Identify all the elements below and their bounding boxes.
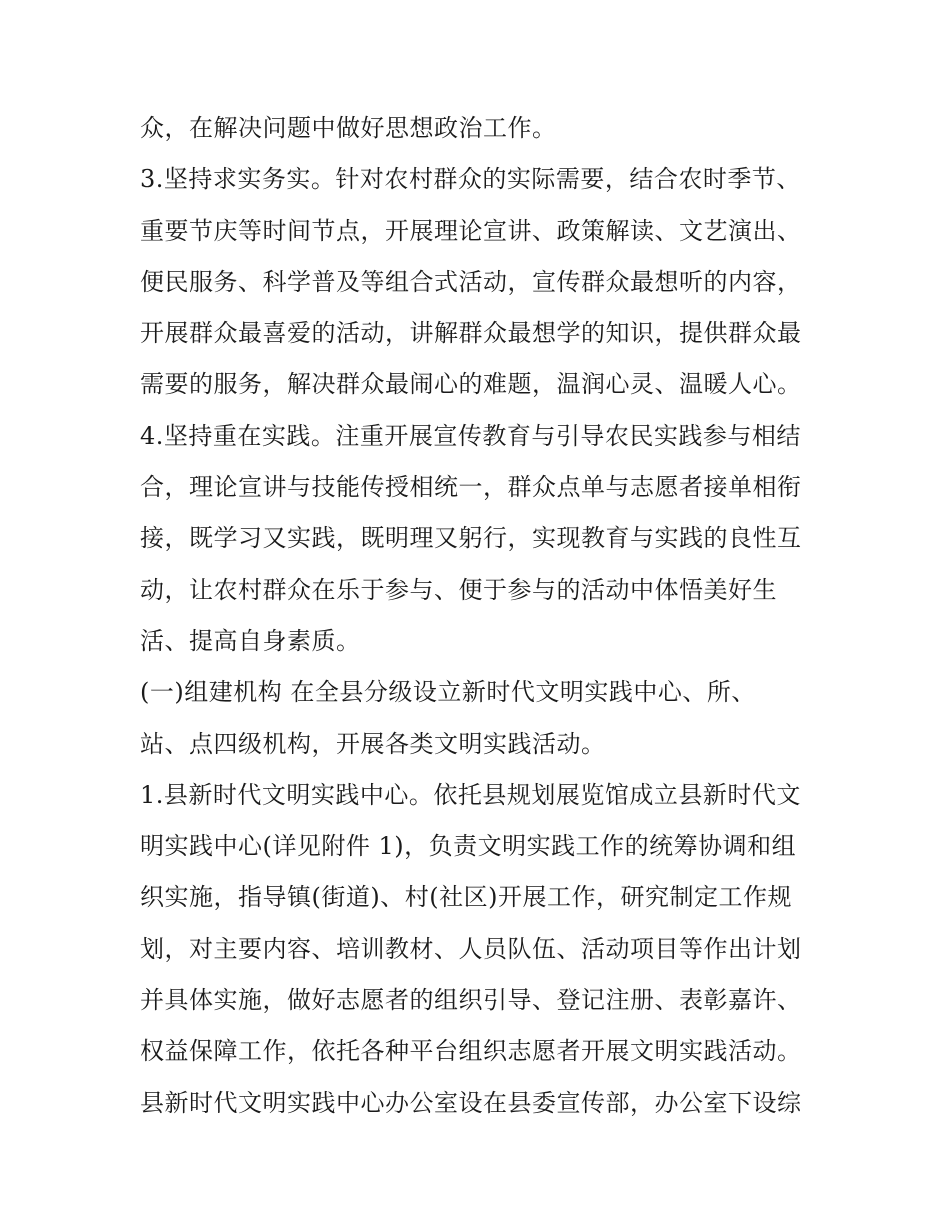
text-line: 开展群众最喜爱的活动，讲解群众最想学的知识，提供群众最 (140, 319, 802, 348)
document-body (140, 103, 840, 1129)
text-line: 并具体实施，做好志愿者的组织引导、登记注册、表彰嘉许、 (140, 986, 802, 1015)
text-line: 3.坚持求实务实。针对农村群众的实际需要，结合农时季节、 (140, 165, 801, 194)
text-line: 1.县新时代文明实践中心。依托县规划展览馆成立县新时代文 (140, 780, 801, 809)
text-line: 便民服务、科学普及等组合式活动，宣传群众最想听的内容， (140, 267, 802, 296)
text-line: 权益保障工作，依托各种平台组织志愿者开展文明实践活动。 (140, 1037, 802, 1066)
text-line: 织实施，指导镇(街道)、村(社区)开展工作，研究制定工作规 (140, 883, 792, 912)
text-line: 接，既学习又实践，既明理又躬行，实现教育与实践的良性互 (140, 524, 802, 553)
text-line: 明实践中心(详见附件 1)，负责文明实践工作的统筹协调和组 (140, 832, 797, 861)
text-line: 站、点四级机构，开展各类文明实践活动。 (140, 729, 606, 758)
text-line: 4.坚持重在实践。注重开展宣传教育与引导农民实践参与相结 (140, 421, 801, 450)
text-line: 活、提高自身素质。 (140, 626, 361, 655)
text-line: 县新时代文明实践中心办公室设在县委宣传部，办公室下设综 (140, 1088, 802, 1117)
text-line: 动，让农村群众在乐于参与、便于参与的活动中体悟美好生 (140, 575, 777, 604)
text-line: (一)组建机构 在全县分级设立新时代文明实践中心、所、 (140, 678, 756, 707)
text-line: 划，对主要内容、培训教材、人员队伍、活动项目等作出计划 (140, 934, 802, 963)
text-line: 合，理论宣讲与技能传授相统一，群众点单与志愿者接单相衔 (140, 473, 802, 502)
text-line: 重要节庆等时间节点，开展理论宣讲、政策解读、文艺演出、 (140, 216, 802, 245)
text-line: 需要的服务，解决群众最闹心的难题，温润心灵、温暖人心。 (140, 370, 802, 399)
text-line: 众，在解决问题中做好思想政治工作。 (140, 114, 557, 142)
